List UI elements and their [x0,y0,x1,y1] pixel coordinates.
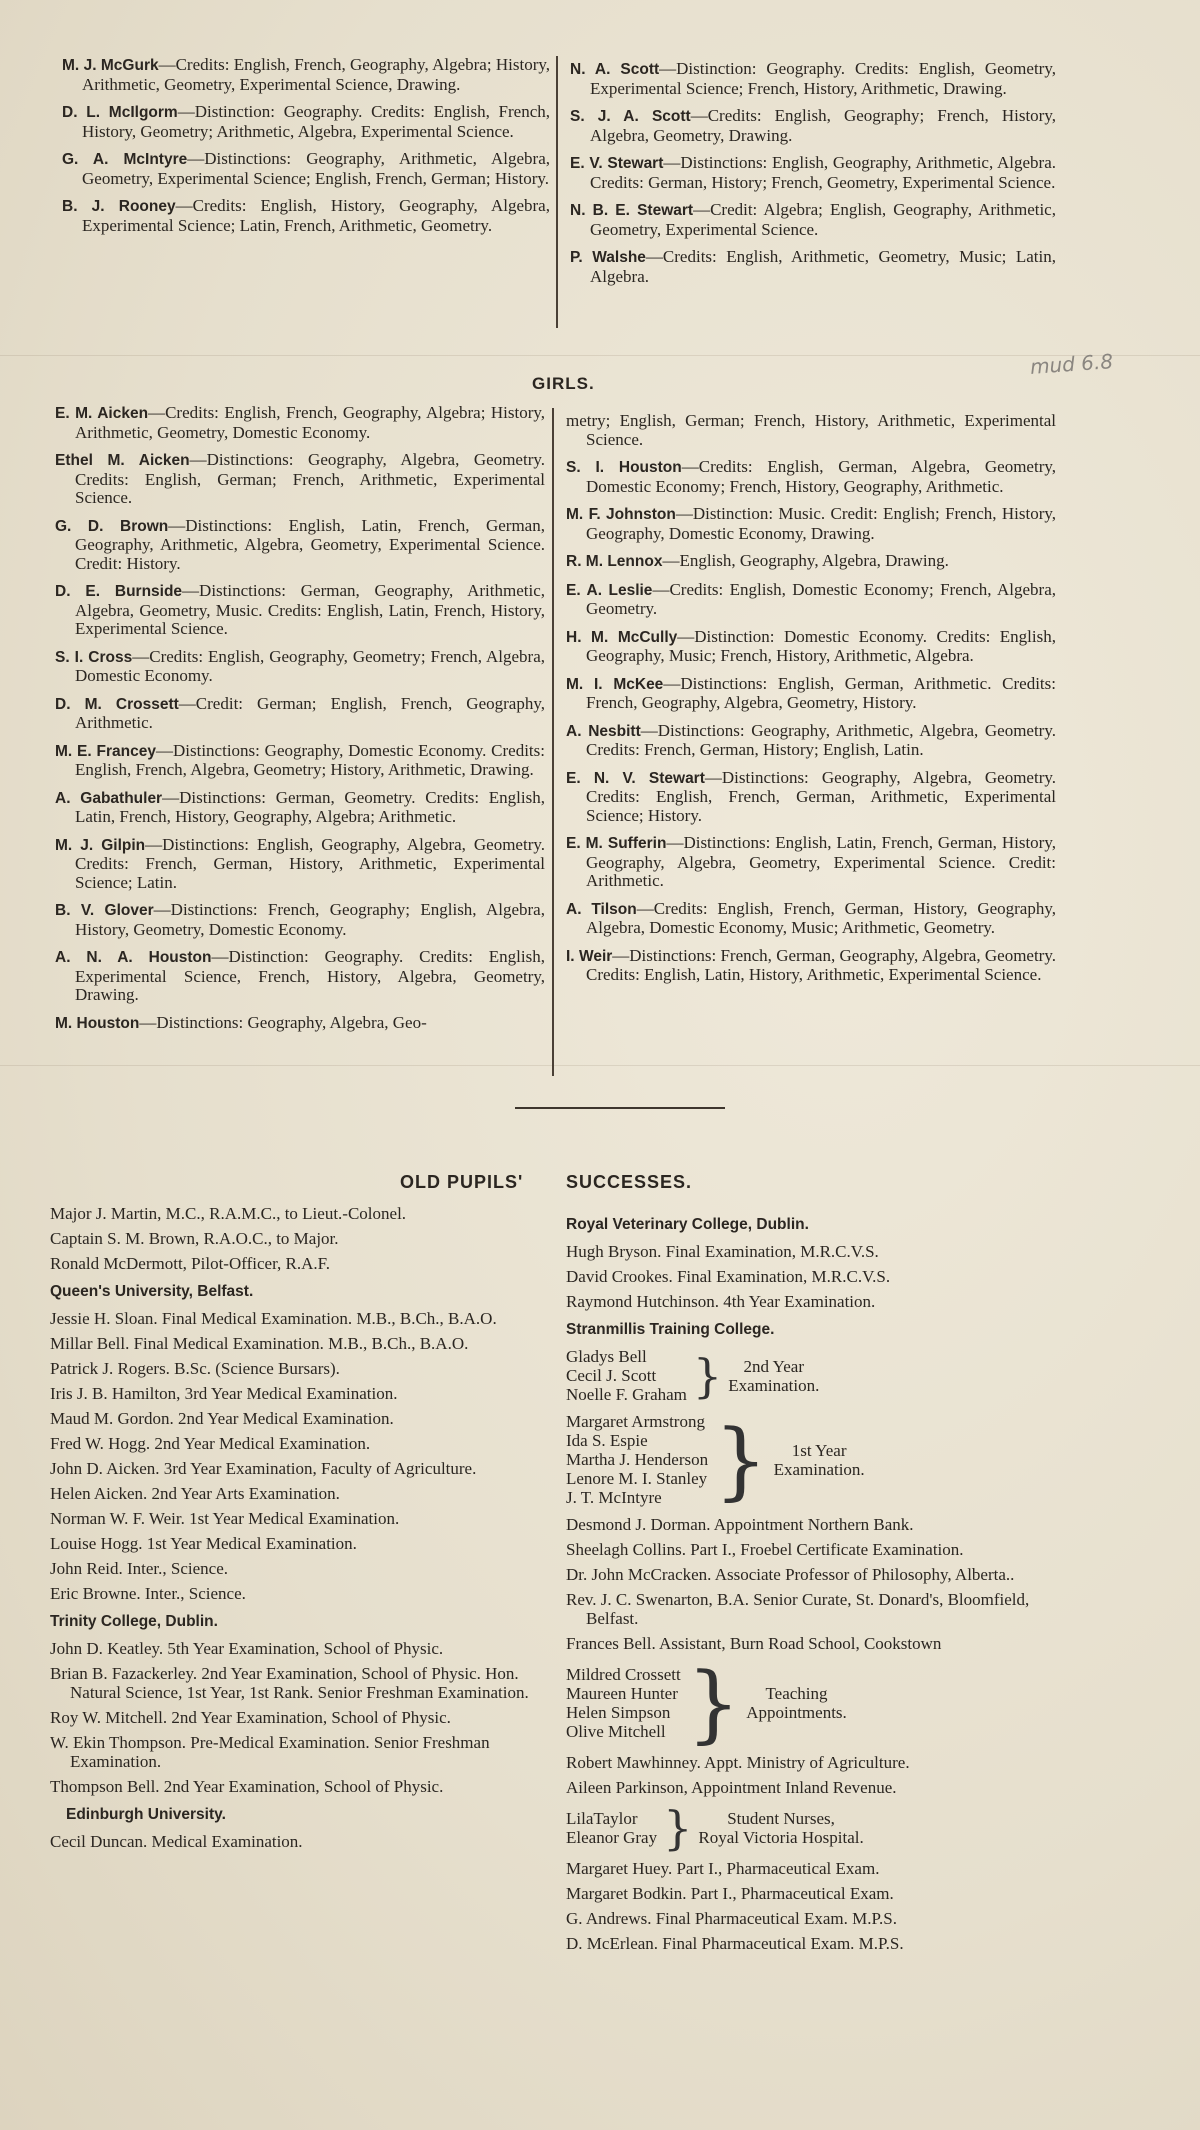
girls-right-column [566,412,1056,994]
pupil-name: A. N. A. Houston [55,949,212,966]
result-entry [566,834,1056,891]
group-name: Helen Simpson [566,1703,671,1722]
entry-text: —Credit: German; English, French, Geography, Arithmetic. [75,693,545,732]
group-name: Martha J. Henderson [566,1450,709,1469]
old-pupils-right-column [566,1206,1056,1959]
group-name: Olive Mitchell [566,1722,666,1741]
brace-glyph: } [686,1654,741,1752]
entry-text: —Distinction: Geography. Credits: English, Experimental Science, French, History, Algebra, Geometry, Drawing. [75,947,545,1004]
entry-text: —Distinctions: Geography, Arithmetic, Algebra, Geometry. Credits: French, German, History; English, Latin. [586,720,1056,759]
entry-text: —Credit: Algebra; English, Geography, Arithmetic, Geometry, Experimental Science. [590,200,1056,239]
girls-continued-entry [566,412,1056,449]
group-name: Lenore M. I. Stanley [566,1469,708,1488]
margin-note: mud 6.8 [1029,349,1114,379]
success-line: Fred W. Hogg. 2nd Year Medical Examination. [50,1434,371,1453]
result-entry [566,552,1056,572]
result-entry [570,154,1056,192]
entry-text: —Credits: English, French, German, History, Geography, Algebra, Domestic Economy, Music; Arithmetic, Geometry. [586,898,1056,937]
pupil-name: D. E. Burnside [55,583,183,600]
pupil-name: E. A. Leslie [566,581,653,599]
paper-fold [0,1065,1200,1066]
result-entry [55,789,545,827]
column-divider [556,56,558,328]
result-entry [55,451,545,508]
vet-heading: Royal Veterinary College, Dublin. [566,1216,809,1233]
result-entry [62,103,550,141]
entry-text: —Distinctions: French, Geography; English, Algebra, History, Geometry, Domestic Economy. [75,900,545,939]
old-pupils-left-column [50,1204,540,1857]
entry-text: —Distinctions: French, German, Geography, Algebra, Geometry. Credits: English, Latin, History, Arithmetic, Experimental Science. [586,945,1056,984]
pupil-name: N. B. E. Stewart [570,202,694,219]
success-line: Major J. Martin, M.C., R.A.M.C., to Lieut.-Colonel. [50,1204,407,1223]
edinburgh-heading: Edinburgh University. [66,1806,226,1823]
stranmillis-heading: Stranmillis Training College. [566,1321,775,1338]
pupil-name: G. A. McIntyre [62,151,188,168]
entry-text: —Credits: English, Geography; French, History, Algebra, Geometry, Drawing. [590,106,1056,145]
group-name: Maureen Hunter [566,1684,678,1703]
result-entry [55,404,545,442]
success-line: John D. Keatley. 5th Year Examination, School of Physic. [50,1639,444,1658]
pupil-name: N. A. Scott [570,61,660,78]
result-entry [566,458,1056,496]
success-line: Dr. John McCracken. Associate Professor of Philosophy, Alberta.. [566,1565,1015,1584]
success-line: Patrick J. Rogers. B.Sc. (Science Bursars). [50,1359,340,1378]
group-label: Examination. [728,1375,820,1395]
result-entry [55,517,545,574]
success-line: Iris J. B. Hamilton, 3rd Year Medical Examination. [50,1384,398,1403]
entry-text: metry; English, German; French, History, Arithmetic, Experimental Science. [566,411,1056,449]
queens-heading: Queen's University, Belfast. [50,1283,254,1300]
pupil-name: M. J. McGurk [62,57,159,74]
pupil-name: B. V. Glover [55,902,154,919]
pupil-name: P. Walshe [570,249,646,266]
success-line: Desmond J. Dorman. Appointment Northern Bank. [566,1515,914,1534]
bracketed-group [566,1654,1056,1752]
group-name: Ida S. Espie [566,1431,648,1450]
result-entry [566,675,1056,713]
success-line: Maud M. Gordon. 2nd Year Medical Examination. [50,1409,394,1428]
success-line: Aileen Parkinson, Appointment Inland Revenue. [566,1778,897,1797]
result-entry [62,197,550,235]
pupil-name: S. J. A. Scott [570,108,691,125]
success-line: Hugh Bryson. Final Examination, M.R.C.V.S. [566,1242,879,1261]
group-name: Margaret Armstrong [566,1412,705,1431]
pupil-name: M. E. Francey [55,742,156,760]
result-entry [55,695,545,733]
pupil-name: D. M. Crossett [55,695,179,713]
entry-text: —Credits: English, German, Algebra, Geometry, Domestic Economy; French, History, Geography, Arithmetic. [586,457,1057,496]
column-divider [552,408,554,1076]
pupil-name: S. I. Houston [566,459,682,476]
group-name: Cecil J. Scott [566,1366,657,1385]
result-entry [570,60,1056,98]
girls-heading: GIRLS. [532,374,595,393]
success-line: Cecil Duncan. Medical Examination. [50,1832,303,1851]
entry-text: —Distinctions: Geography, Domestic Economy. Credits: English, French, Algebra, Geometry; History, Arithmetic, Drawing. [75,740,545,779]
boys-left-column [62,56,550,244]
pupil-name: A. Gabathuler [55,789,163,807]
group-label: Student Nurses, [727,1809,835,1828]
success-line: Margaret Bodkin. Part I., Pharmaceutical Exam. [566,1884,894,1903]
group-label: Royal Victoria Hospital. [698,1828,864,1847]
entry-text: —Credits: English, French, Geography, Algebra; History, Arithmetic, Geometry, Experimental Science, Drawing. [82,55,550,94]
success-line: John Reid. Inter., Science. [50,1559,228,1578]
success-line: Eric Browne. Inter., Science. [50,1584,246,1603]
entry-text: —Distinctions: Geography, Arithmetic, Algebra, Geometry, Experimental Science; English, French, German; History. [82,149,550,188]
success-line: Louise Hogg. 1st Year Medical Examination. [50,1534,357,1553]
result-entry [62,56,550,94]
entry-text: —Distinction: Music. Credit: English; French, History, Geography, Domestic Economy, Drawing. [586,504,1057,543]
pupil-name: D. L. McIlgorm [62,104,178,121]
group-name: Eleanor Gray [566,1828,658,1847]
pupil-name: E. M. Aicken [55,405,149,422]
success-line: Margaret Huey. Part I., Pharmaceutical Exam. [566,1859,880,1878]
section-rule [515,1107,725,1109]
entry-text: —Distinctions: English, German, Arithmetic. Credits: French, Geography, Algebra, Geometry, History. [586,673,1056,712]
pupil-name: Ethel M. Aicken [55,452,190,469]
pupil-name: A. Tilson [566,900,637,918]
entry-text: —Distinctions: English, Geography, Arithmetic, Algebra. Credits: German, History; French, Geometry, Experimental Science. [590,153,1056,192]
success-line: Robert Mawhinney. Appt. Ministry of Agriculture. [566,1753,910,1772]
pupil-name: M. I. McKee [566,675,664,693]
pupil-name: M. J. Gilpin [55,836,146,854]
result-entry [55,648,545,686]
success-line: Roy W. Mitchell. 2nd Year Examination, School of Physic. [50,1708,451,1727]
old-pupils-heading-left: OLD PUPILS' [400,1172,524,1192]
entry-text: —Credits: English, French, Geography, Algebra; History, Arithmetic, Geometry, Domestic Economy. [75,403,546,442]
girls-left-column [55,404,545,1042]
success-line: Captain S. M. Brown, R.A.O.C., to Major. [50,1229,339,1248]
brace-glyph: } [663,1801,693,1855]
result-entry [55,582,545,639]
result-entry [55,901,545,939]
result-entry [55,836,545,893]
pupil-name: R. M. Lennox [566,553,663,570]
boys-right-column [570,60,1056,295]
success-line: John D. Aicken. 3rd Year Examination, Faculty of Agriculture. [50,1459,477,1478]
entry-text: —Distinctions: English, Latin, French, German, History, Geography, Algebra, Geometry, Experimental Science. Credit: Arithmetic. [586,833,1056,890]
pupil-name: S. I. Cross [55,648,133,666]
success-line: Helen Aicken. 2nd Year Arts Examination. [50,1484,340,1503]
result-entry [570,248,1056,286]
success-line: Frances Bell. Assistant, Burn Road School, Cookstown [566,1634,942,1653]
pupil-name: H. M. McCully [566,628,678,646]
bracketed-group [566,1347,1056,1404]
success-line: D. McErlean. Final Pharmaceutical Exam. M.P.S. [566,1934,904,1953]
result-entry [566,947,1056,985]
pupil-name: I. Weir [566,947,613,965]
pupil-name: M. F. Johnston [566,506,676,523]
group-name: J. T. McIntyre [566,1488,662,1507]
old-pupils-heading-right: SUCCESSES. [566,1172,693,1192]
bracketed-group [566,1801,1056,1855]
group-name: Noelle F. Graham [566,1385,687,1404]
group-label: Appointments. [746,1703,847,1722]
success-line: G. Andrews. Final Pharmaceutical Exam. M.P.S. [566,1909,897,1928]
pupil-name: E. V. Stewart [570,155,664,172]
entry-text: —English, Geography, Algebra, Drawing. [662,551,949,570]
result-entry [570,201,1056,239]
entry-text: —Credits: English, History, Geography, Algebra, Experimental Science; Latin, French, Arithmetic, Geometry. [82,196,550,235]
entry-text: —Distinctions: Geography, Algebra, Geo- [139,1012,427,1032]
trinity-heading: Trinity College, Dublin. [50,1613,218,1630]
result-entry [566,900,1056,938]
pupil-name: E. M. Sufferin [566,835,667,852]
result-entry [566,769,1056,826]
success-line: Sheelagh Collins. Part I., Froebel Certificate Examination. [566,1540,964,1559]
result-entry [566,722,1056,760]
group-name: Mildred Crossett [566,1665,681,1684]
entry-text: —Distinctions: English, Geography, Algebra, Geometry. Credits: French, German, History, Arithmetic, Experimental Science; Latin. [75,834,546,892]
entry-text: —Distinction: Domestic Economy. Credits: English, Geography, Music; French, History, Arithmetic, Algebra. [586,626,1056,665]
group-name: Gladys Bell [566,1347,647,1366]
pupil-name: G. D. Brown [55,517,169,535]
result-entry [55,1014,545,1034]
entry-text: —Distinctions: Geography, Algebra, Geometry. Credits: English, German; French, Arithmetic, Experimental Science. [75,450,545,507]
pupil-name: A. Nesbitt [566,722,641,740]
entry-text: —Distinctions: German, Geometry. Credits: English, Latin, French, History, Geography, Algebra; Arithmetic. [75,787,545,826]
entry-text: —Distinction: Geography. Credits: English, French, History, Geometry; Arithmetic, Algebra, Experimental Science. [82,102,550,141]
success-line: Rev. J. C. Swenarton, B.A. Senior Curate, St. Donard's, Bloomfield, Belfast. [566,1590,1030,1628]
entry-text: —Credits: English, Geography, Geometry; French, Algebra, Domestic Economy. [75,646,546,685]
pupil-name: E. N. V. Stewart [566,769,705,787]
result-entry [566,581,1056,619]
result-entry [566,628,1056,666]
entry-text: —Distinction: Geography. Credits: English, Geometry, Experimental Science; French, History, Arithmetic, Drawing. [590,59,1056,98]
entry-text: —Credits: English, Arithmetic, Geometry, Music; Latin, Algebra. [590,247,1056,286]
entry-text: —Credits: English, Domestic Economy; French, Algebra, Geometry. [586,579,1057,618]
success-line: Norman W. F. Weir. 1st Year Medical Examination. [50,1509,400,1528]
entry-text: —Distinctions: German, Geography, Arithmetic, Algebra, Geometry, Music. Credits: English, Latin, French, History, Experimental Science. [75,581,545,638]
group-label: 2nd Year [743,1356,804,1376]
group-name: LilaTaylor [566,1809,638,1828]
success-line: David Crookes. Final Examination, M.R.C.V.S. [566,1267,891,1286]
result-entry [566,505,1056,543]
success-line: W. Ekin Thompson. Pre-Medical Examination. Senior Freshman Examination. [50,1733,490,1771]
result-entry [55,948,545,1005]
result-entry [55,742,545,780]
pupil-name: M. Houston [55,1014,140,1032]
paper-fold [0,355,1200,356]
group-label: 1st Year [791,1440,847,1460]
entry-text: —Distinctions: English, Latin, French, German, Geography, Arithmetic, Algebra, Geometry, Experimental Science. Credit: History. [75,515,545,573]
success-line: Raymond Hutchinson. 4th Year Examination. [566,1292,876,1311]
success-line: Thompson Bell. 2nd Year Examination, School of Physic. [50,1777,444,1796]
pupil-name: B. J. Rooney [62,198,176,215]
result-entry [570,107,1056,145]
brace-glyph: } [692,1348,723,1403]
bracketed-group [566,1412,1056,1507]
entry-text: —Distinctions: Geography, Algebra, Geometry. Credits: English, French, German, Arithmetic, Experimental Science; History. [586,767,1056,825]
brace-glyph: } [714,1410,768,1509]
result-entry [62,150,550,188]
success-line: Brian B. Fazackerley. 2nd Year Examination, School of Physic. Hon. Natural Science, 1st Year, 1st Rank. Senior Freshman Examination. [50,1664,529,1702]
success-line: Jessie H. Sloan. Final Medical Examination. M.B., B.Ch., B.A.O. [50,1309,497,1328]
success-line: Ronald McDermott, Pilot-Officer, R.A.F. [50,1254,331,1273]
group-label: Teaching [765,1684,828,1703]
group-label: Examination. [773,1459,865,1479]
success-line: Millar Bell. Final Medical Examination. M.B., B.Ch., B.A.O. [50,1334,469,1353]
